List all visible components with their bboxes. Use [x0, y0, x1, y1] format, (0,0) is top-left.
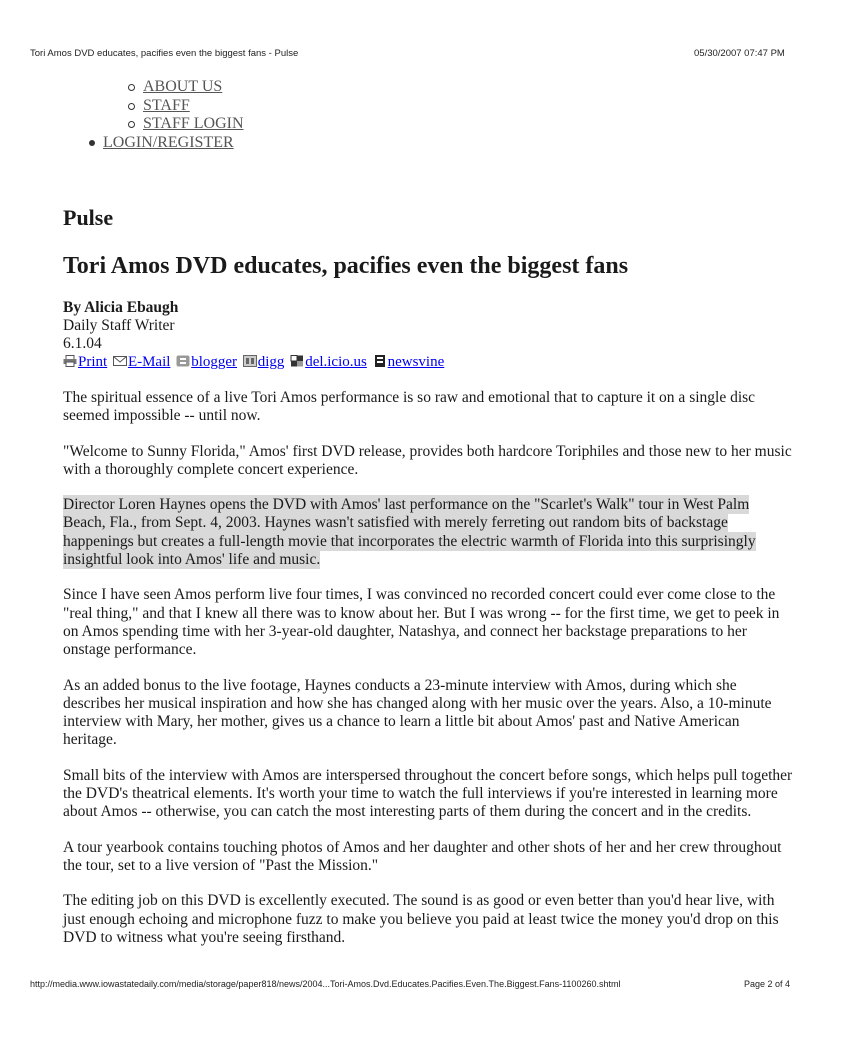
nav-item-staff-login[interactable] — [64, 115, 244, 134]
digg-link[interactable]: digg — [257, 354, 285, 370]
envelope-icon — [113, 355, 127, 367]
article-paragraph: The editing job on this DVD is excellently executed. The sound is as good or even better than you'd hear live, with just enough echoing and microphone fuzz to make you believe you paid at least twice the money you'd drop on this DVD to witness what you're seeing firsthand. — [63, 892, 779, 946]
delicious-link[interactable]: del.icio.us — [305, 354, 367, 370]
article-paragraph: "Welcome to Sunny Florida," Amos' first DVD release, provides both hardcore Toriphiles and those new to her music with a thoroughly complete concert experience. — [63, 442, 792, 478]
blogger-icon — [176, 355, 190, 367]
article-body — [63, 389, 793, 964]
site-nav — [64, 78, 244, 152]
print-header-datetime: 05/30/2007 07:47 PM — [694, 48, 785, 59]
article-paragraph: The spiritual essence of a live Tori Amos performance is so raw and emotional that to capture it on a single disc seemed impossible -- until now. — [63, 389, 756, 425]
print-link[interactable]: Print — [78, 354, 108, 370]
author-role: Daily Staff Writer — [63, 317, 175, 334]
delicious-icon — [290, 355, 304, 367]
newsvine-icon — [373, 355, 387, 367]
nav-link-staff-login[interactable]: STAFF LOGIN — [143, 115, 244, 132]
article-tools — [63, 354, 446, 371]
nav-link-about-us[interactable]: ABOUT US — [143, 78, 223, 95]
blogger-link[interactable]: blogger — [191, 354, 238, 370]
highlighted-text: Director Loren Haynes opens the DVD with Amos' last performance on the "Scarlet's Walk" tour in West Palm Beach, Fla., from Sept. 4, 2003. Haynes wasn't satisfied with merely ferreting out random bits of backstage happenings but creates a full-length movie that incorporates the electric warmth of Florida into this surprisingly insightful look into Amos' life and music. — [63, 496, 756, 569]
email-link[interactable]: E-Mail — [127, 354, 171, 370]
nav-item-about-us[interactable] — [64, 78, 244, 97]
nav-link-login-register[interactable]: LOGIN/REGISTER — [103, 133, 234, 151]
article-paragraph-highlighted — [63, 496, 793, 569]
article-title: Tori Amos DVD educates, pacifies even the biggest fans — [63, 253, 629, 279]
print-footer-url: http://media.www.iowastatedaily.com/media/storage/paper818/news/2004...Tori-Amos.Dvd.Educates.Pacifies.Even.The.Biggest.Fans-1100260.shtml — [30, 979, 621, 989]
print-header-title: Tori Amos DVD educates, pacifies even the biggest fans - Pulse — [30, 48, 299, 59]
article-date: 6.1.04 — [63, 335, 102, 352]
section-heading: Pulse — [63, 205, 114, 230]
digg-icon — [243, 355, 257, 367]
article-paragraph: Since I have seen Amos perform live four times, I was convinced no recorded concert could ever come close to the "real thing," and that I knew all there was to know about her. But I was wrong -- for the first time, we get to peek in on Amos spending time with her 3-year-old daughter, Natashya, and connect her backstage preparations to her onstage performance. — [63, 586, 780, 659]
newsvine-link[interactable]: newsvine — [387, 354, 445, 370]
byline — [63, 299, 178, 353]
article-paragraph: A tour yearbook contains touching photos of Amos and her daughter and other shots of her and her crew throughout the tour, set to a live version of "Past the Mission." — [63, 838, 782, 874]
nav-link-staff[interactable]: STAFF — [143, 96, 190, 114]
printer-icon — [63, 355, 77, 367]
article-paragraph: Small bits of the interview with Amos are interspersed throughout the concert before songs, which helps pull together the DVD's theatrical elements. It's worth your time to watch the full interviews if you're interested in learning more about Amos -- otherwise, you can catch the most interesting parts of them during the concert and in the credits. — [63, 766, 793, 821]
article-paragraph: As an added bonus to the live footage, Haynes conducts a 23-minute interview with Amos, during which she describes her musical inspiration and how she has changed along with her music over the years. Also, a 10-minute interview with Mary, her mother, gives us a chance to learn a little bit about Amos' past and Native American heritage. — [63, 676, 772, 749]
nav-item-staff[interactable] — [64, 97, 244, 116]
nav-item-login-register[interactable] — [64, 134, 244, 153]
print-footer-page: Page 2 of 4 — [744, 979, 791, 989]
author-name: By Alicia Ebaugh — [63, 299, 179, 316]
